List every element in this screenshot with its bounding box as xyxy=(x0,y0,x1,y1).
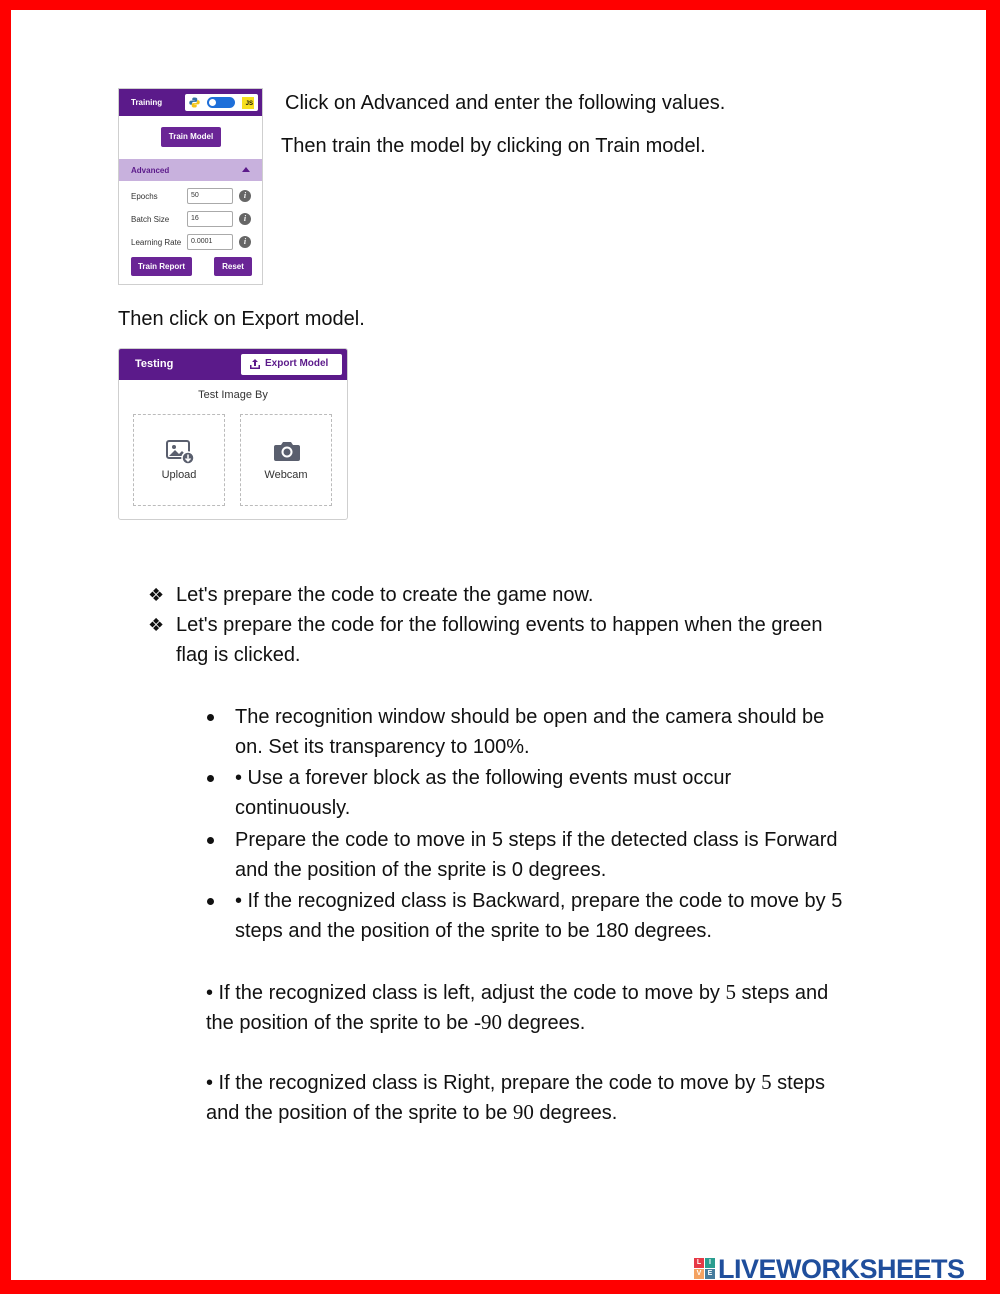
info-icon[interactable]: i xyxy=(239,190,251,202)
sub-bullet-1-line-2: on. Set its transparency to 100%. xyxy=(235,736,530,758)
main-bullet-2-line-1: Let's prepare the code for the following events to happen when the green xyxy=(176,614,823,636)
diamond-bullet-icon: ❖ xyxy=(148,615,165,635)
logo-cell-e: E xyxy=(705,1269,715,1279)
export-model-button[interactable] xyxy=(241,354,342,375)
right-text-c: and the position of the sprite to be xyxy=(206,1102,513,1124)
logo-cell-i: I xyxy=(705,1258,715,1268)
diamond-bullet-icon: ❖ xyxy=(148,585,165,605)
bullet-dot-icon xyxy=(207,775,214,782)
toggle-switch[interactable] xyxy=(207,97,235,108)
training-panel xyxy=(118,88,263,285)
epochs-input[interactable]: 50 xyxy=(187,188,233,204)
logo-grid-icon xyxy=(694,1258,716,1280)
intro-line-1: Click on Advanced and enter the following values. xyxy=(285,92,726,114)
bullet-dot-icon xyxy=(207,898,214,905)
epochs-label: Epochs xyxy=(131,192,158,201)
sub-bullet-2-line-1: • Use a forever block as the following events must occur xyxy=(235,767,732,789)
webcam-label: Webcam xyxy=(264,469,308,481)
export-model-label: Export Model xyxy=(265,358,329,369)
sub-bullet-2-line-2: continuously. xyxy=(235,797,351,819)
right-text-a: • If the recognized class is Right, prepare the code to move by xyxy=(206,1072,762,1094)
export-instruction: Then click on Export model. xyxy=(118,308,365,330)
learning-rate-input[interactable]: 0.0001 xyxy=(187,234,233,250)
language-toggle[interactable] xyxy=(185,94,258,111)
batch-size-label: Batch Size xyxy=(131,215,170,224)
main-bullet-2-line-2: flag is clicked. xyxy=(176,644,301,666)
right-text-b: steps xyxy=(771,1072,825,1094)
reset-button[interactable]: Reset xyxy=(214,257,252,276)
left-class-paragraph-line-1 xyxy=(206,977,828,1008)
training-title: Training xyxy=(131,98,163,107)
right-degrees-value: 90 xyxy=(512,1100,534,1124)
liveworksheets-logo xyxy=(694,1254,986,1284)
test-image-subtitle: Test Image By xyxy=(198,389,268,401)
intro-line-2: Then train the model by clicking on Train model. xyxy=(281,135,706,157)
left-text-d: degrees. xyxy=(501,1012,586,1034)
sub-bullet-3-line-2: and the position of the sprite is 0 degrees. xyxy=(235,859,607,881)
right-class-paragraph-line-2 xyxy=(206,1097,617,1128)
info-icon[interactable]: i xyxy=(239,236,251,248)
export-icon xyxy=(249,358,261,370)
bullet-dot-icon xyxy=(207,714,214,721)
upload-option[interactable] xyxy=(133,414,225,506)
left-text-c: the position of the sprite to be xyxy=(206,1012,474,1034)
info-icon[interactable]: i xyxy=(239,213,251,225)
python-icon xyxy=(189,97,200,108)
left-steps-value: 5 xyxy=(725,980,736,1004)
testing-panel xyxy=(118,348,348,520)
testing-title: Testing xyxy=(135,358,174,370)
sub-bullet-3-line-1: Prepare the code to move in 5 steps if the detected class is Forward xyxy=(235,829,838,851)
left-degrees-value: -90 xyxy=(473,1010,502,1034)
advanced-label: Advanced xyxy=(131,166,170,175)
sub-bullet-1-line-1: The recognition window should be open and the camera should be xyxy=(235,706,825,728)
image-upload-icon xyxy=(166,439,196,465)
main-bullet-1: Let's prepare the code to create the game now. xyxy=(176,584,594,606)
bullet-dot-icon xyxy=(207,837,214,844)
logo-cell-v: V xyxy=(694,1269,704,1279)
sub-bullet-4-line-2: steps and the position of the sprite to be 180 degrees. xyxy=(235,920,712,942)
train-report-button[interactable]: Train Report xyxy=(131,257,192,276)
left-class-paragraph-line-2 xyxy=(206,1007,585,1038)
caret-up-icon xyxy=(242,167,250,172)
right-class-paragraph-line-1 xyxy=(206,1067,825,1098)
upload-label: Upload xyxy=(161,469,197,481)
training-header xyxy=(119,89,262,116)
left-text-b: steps and xyxy=(736,982,829,1004)
webcam-option[interactable] xyxy=(240,414,332,506)
toggle-knob xyxy=(209,99,216,106)
right-text-d: degrees. xyxy=(533,1102,618,1124)
train-model-button[interactable]: Train Model xyxy=(161,127,221,147)
learning-rate-label: Learning Rate xyxy=(131,238,182,247)
advanced-section-toggle[interactable] xyxy=(119,159,262,181)
javascript-icon: JS xyxy=(242,97,254,109)
camera-icon xyxy=(273,439,301,463)
batch-size-input[interactable]: 16 xyxy=(187,211,233,227)
logo-text: LIVEWORKSHEETS xyxy=(718,1254,965,1284)
left-text-a: • If the recognized class is left, adjust the code to move by xyxy=(206,982,726,1004)
right-steps-value: 5 xyxy=(761,1070,772,1094)
logo-cell-l: L xyxy=(694,1258,704,1268)
testing-header xyxy=(119,349,347,380)
sub-bullet-4-line-1: • If the recognized class is Backward, prepare the code to move by 5 xyxy=(235,890,843,912)
